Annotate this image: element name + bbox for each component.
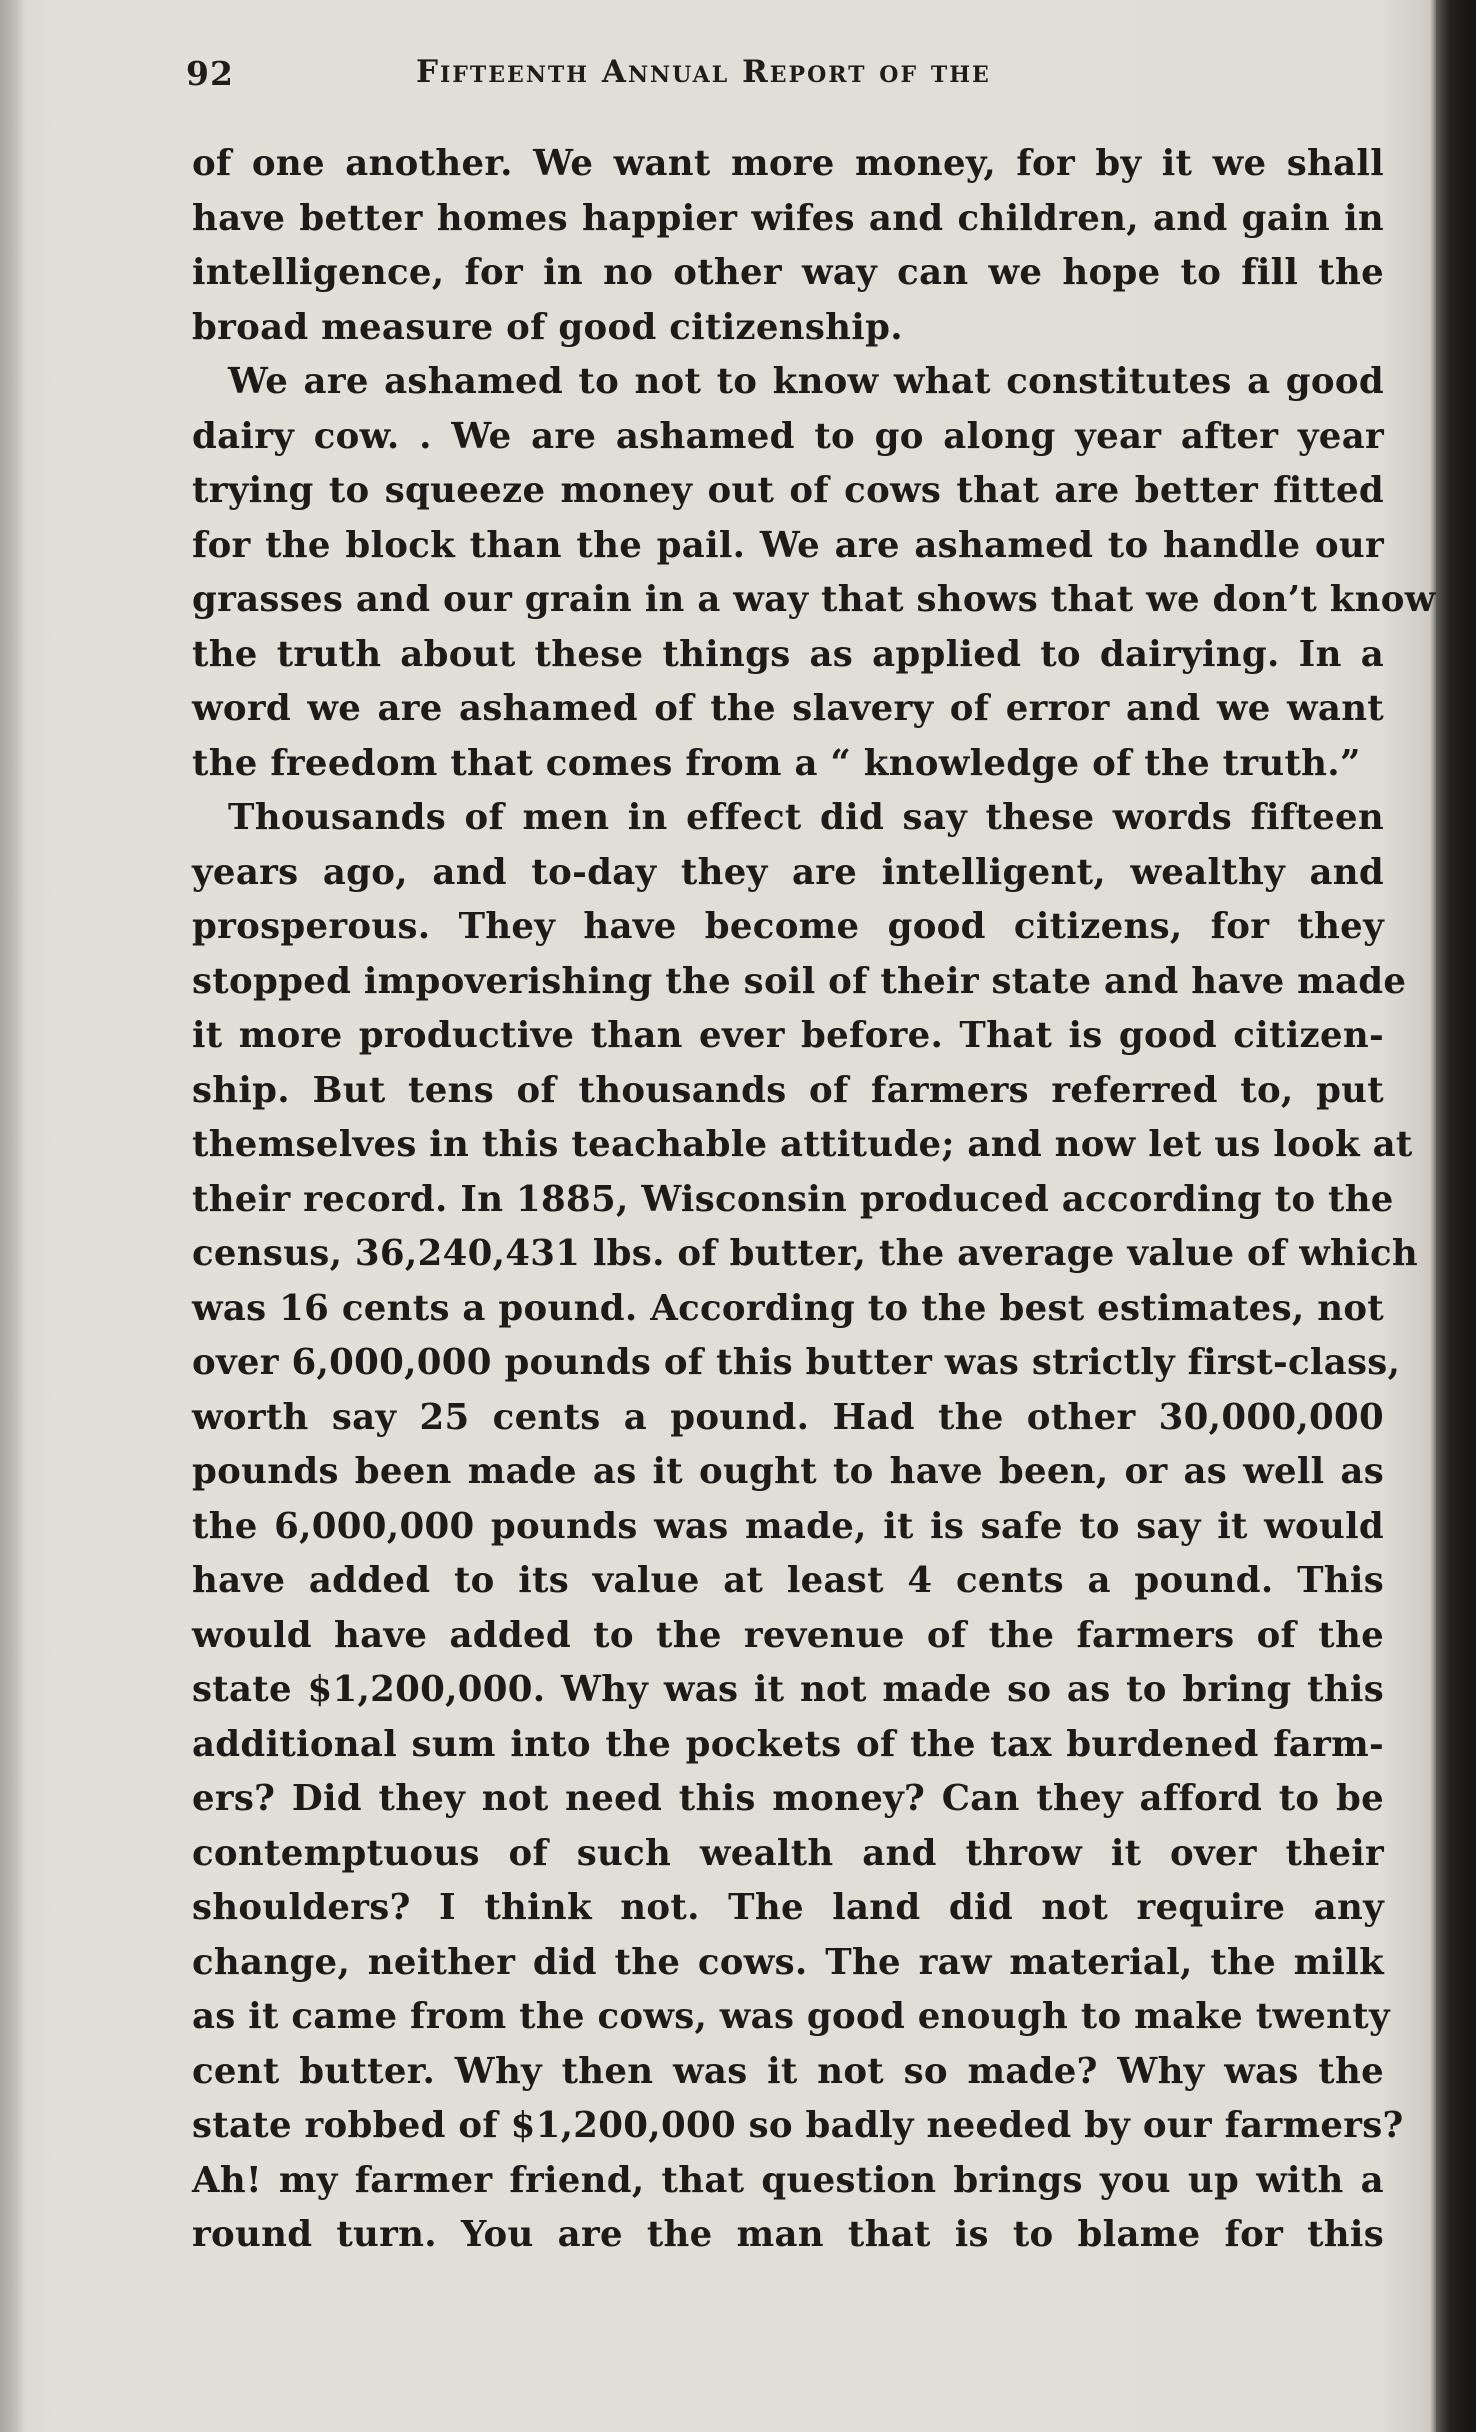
text-line: We are ashamed to not to know what constitutes a good [228,361,1384,402]
text-line: shoulders? I think not. The land did not require any [192,1887,1384,1928]
text-line: trying to squeeze money out of cows that are better fitted [192,470,1384,511]
text-line: Thousands of men in effect did say these words fifteen [228,797,1384,838]
text-line: ers? Did they not need this money? Can they afford to be [192,1778,1384,1819]
text-line: dairy cow. . We are ashamed to go along year after year [192,415,1384,457]
text-line: prosperous. They have become good citizens, for they [192,906,1384,947]
text-line: it more productive than ever before. That is good citizen- [192,1015,1384,1056]
text-line: state robbed of $1,200,000 so badly needed by our farmers? [192,2105,1404,2146]
text-line: cent butter. Why then was it not so made? Why was the [192,2050,1384,2092]
text-line: worth say 25 cents a pound. Had the other 30,000,000 [192,1396,1384,1438]
text-line: years ago, and to-day they are intelligent, wealthy and [192,851,1384,893]
text-line: was 16 cents a pound. According to the best estimates, not [192,1287,1384,1329]
text-line: change, neither did the cows. The raw material, the milk [192,1941,1384,1983]
page-edge-shadow [1436,0,1476,2432]
binding-shadow [0,0,26,2432]
text-line: grasses and our grain in a way that shows that we don’t know [192,579,1436,620]
running-title: Fifteenth Annual Report of the [416,54,991,90]
running-header [186,54,1396,106]
text-line: the 6,000,000 pounds was made, it is safe to say it would [192,1505,1384,1547]
text-line: census, 36,240,431 lbs. of butter, the average value of which [192,1233,1418,1274]
text-line: round turn. You are the man that is to blame for this [192,2214,1384,2255]
text-line: of one another. We want more money, for by it we shall [192,143,1384,184]
text-line: for the block than the pail. We are ashamed to handle our [192,524,1384,566]
text-line: ship. But tens of thousands of farmers referred to, put [192,1069,1384,1111]
text-line: additional sum into the pockets of the tax burdened farm- [192,1723,1384,1765]
text-line: Ah! my farmer friend, that question brings you up with a [192,2159,1384,2201]
text-line: have added to its value at least 4 cents a pound. This [192,1560,1384,1601]
page-number: 92 [186,54,234,93]
text-line: their record. In 1885, Wisconsin produced according to the [192,1178,1394,1220]
text-line: stopped impoverishing the soil of their state and have made [192,960,1407,1002]
text-line: intelligence, for in no other way can we hope to fill the [192,252,1384,293]
text-line: have better homes happier wifes and children, and gain in [192,197,1384,239]
text-line: would have added to the revenue of the farmers of the [192,1614,1384,1656]
text-line: the freedom that comes from a “ knowledge of the truth.” [192,742,1361,784]
text-line: state $1,200,000. Why was it not made so as to bring this [192,1669,1384,1710]
text-line: the truth about these things as applied to dairying. In a [192,633,1384,675]
text-line: over 6,000,000 pounds of this butter was strictly first-class, [192,1342,1401,1383]
text-line: themselves in this teachable attitude; and now let us look at [192,1124,1413,1165]
text-line: contemptuous of such wealth and throw it over their [192,1832,1384,1874]
text-line: pounds been made as it ought to have been, or as well as [192,1451,1384,1492]
text-line: as it came from the cows, was good enough to make twenty [192,1996,1390,2037]
text-line: word we are ashamed of the slavery of error and we want [192,688,1384,729]
body-text [192,137,1436,2263]
text-line: broad measure of good citizenship. [192,306,903,348]
